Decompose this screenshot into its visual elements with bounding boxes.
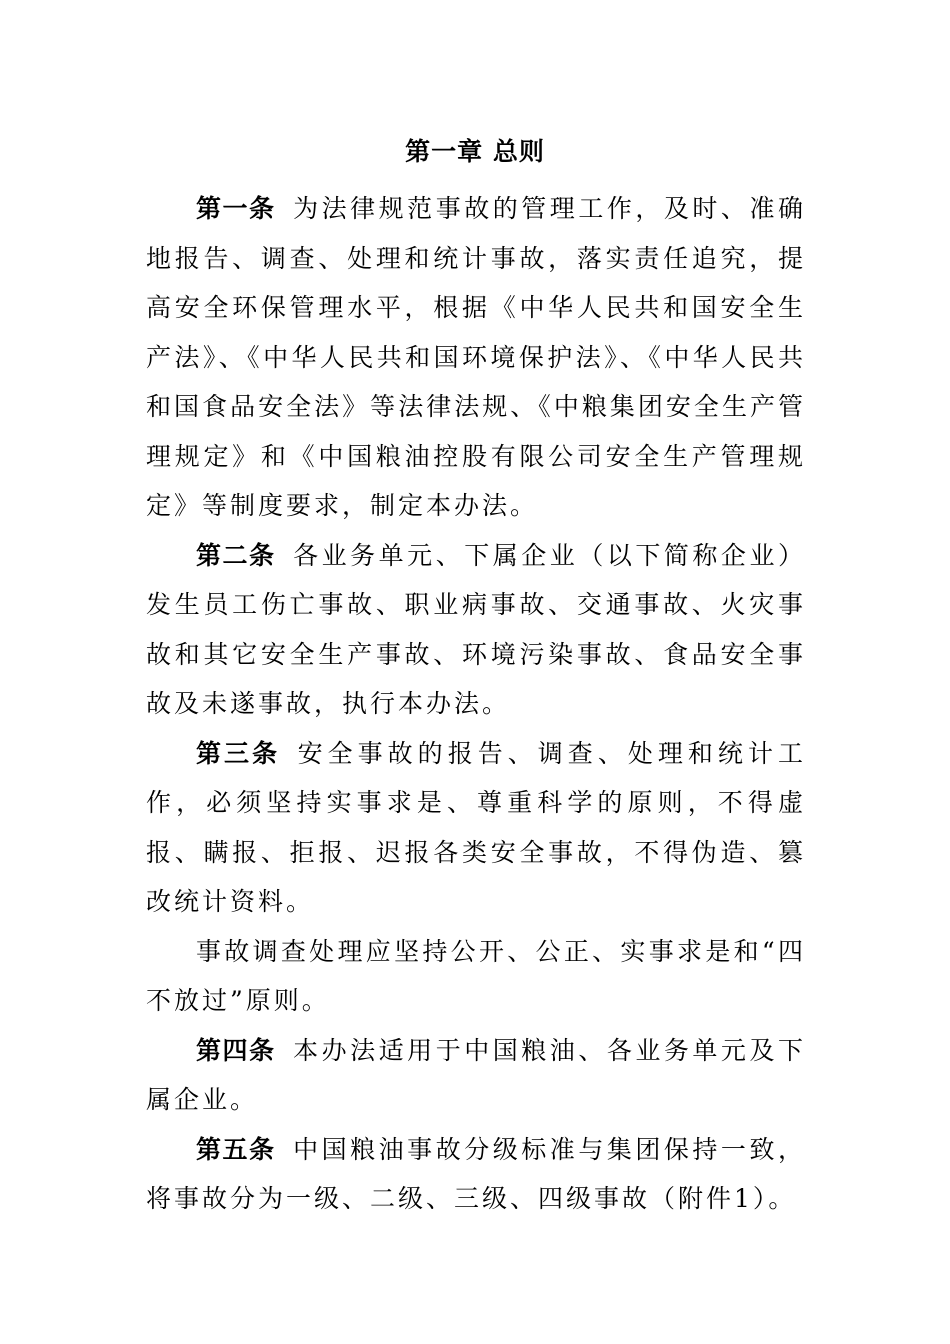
article-3-continuation-paragraph <box>146 927 806 1026</box>
article-number: 第五条 <box>196 1134 276 1164</box>
article-text: 事故调查处理应坚持公开、公正、实事求是和“四不放过”原则。 <box>146 936 806 1015</box>
article-2-paragraph <box>146 531 806 729</box>
article-1-paragraph <box>146 184 806 531</box>
article-5-paragraph <box>146 1125 806 1224</box>
article-number: 第三条 <box>196 738 281 768</box>
article-text: 中国粮油事故分级标准与集团保持一致，将事故分为一级、二级、三级、四级事故（附件1）。 <box>146 1134 806 1213</box>
article-4-paragraph <box>146 1026 806 1125</box>
document-body <box>146 184 806 1224</box>
article-3-paragraph <box>146 729 806 927</box>
chapter-title: 第一章 总则 <box>405 137 545 166</box>
article-text: 本办法适用于中国粮油、各业务单元及下属企业。 <box>146 1035 806 1114</box>
article-text: 安全事故的报告、调查、处理和统计工作，必须坚持实事求是、尊重科学的原则，不得虚报、瞒报、拒报、迟报各类安全事故，不得伪造、篡改统计资料。 <box>146 738 806 916</box>
article-text: 各业务单元、下属企业（以下简称企业）发生员工伤亡事故、职业病事故、交通事故、火灾事故和其它安全生产事故、环境污染事故、食品安全事故及未遂事故，执行本办法。 <box>146 540 806 718</box>
article-number: 第二条 <box>196 540 276 570</box>
article-text: 为法律规范事故的管理工作，及时、准确地报告、调查、处理和统计事故，落实责任追究，提高安全环保管理水平，根据《中华人民共和国安全生产法》、《中华人民共和国环境保护法》、《中华人民共和国食品安全法》等法律法规、《中粮集团安全生产管理规定》和《中国粮油控股有限公司安全生产管理规定》等制度要求，制定本办法。 <box>146 194 806 520</box>
article-number: 第四条 <box>196 1035 276 1065</box>
article-number: 第一条 <box>196 194 276 223</box>
